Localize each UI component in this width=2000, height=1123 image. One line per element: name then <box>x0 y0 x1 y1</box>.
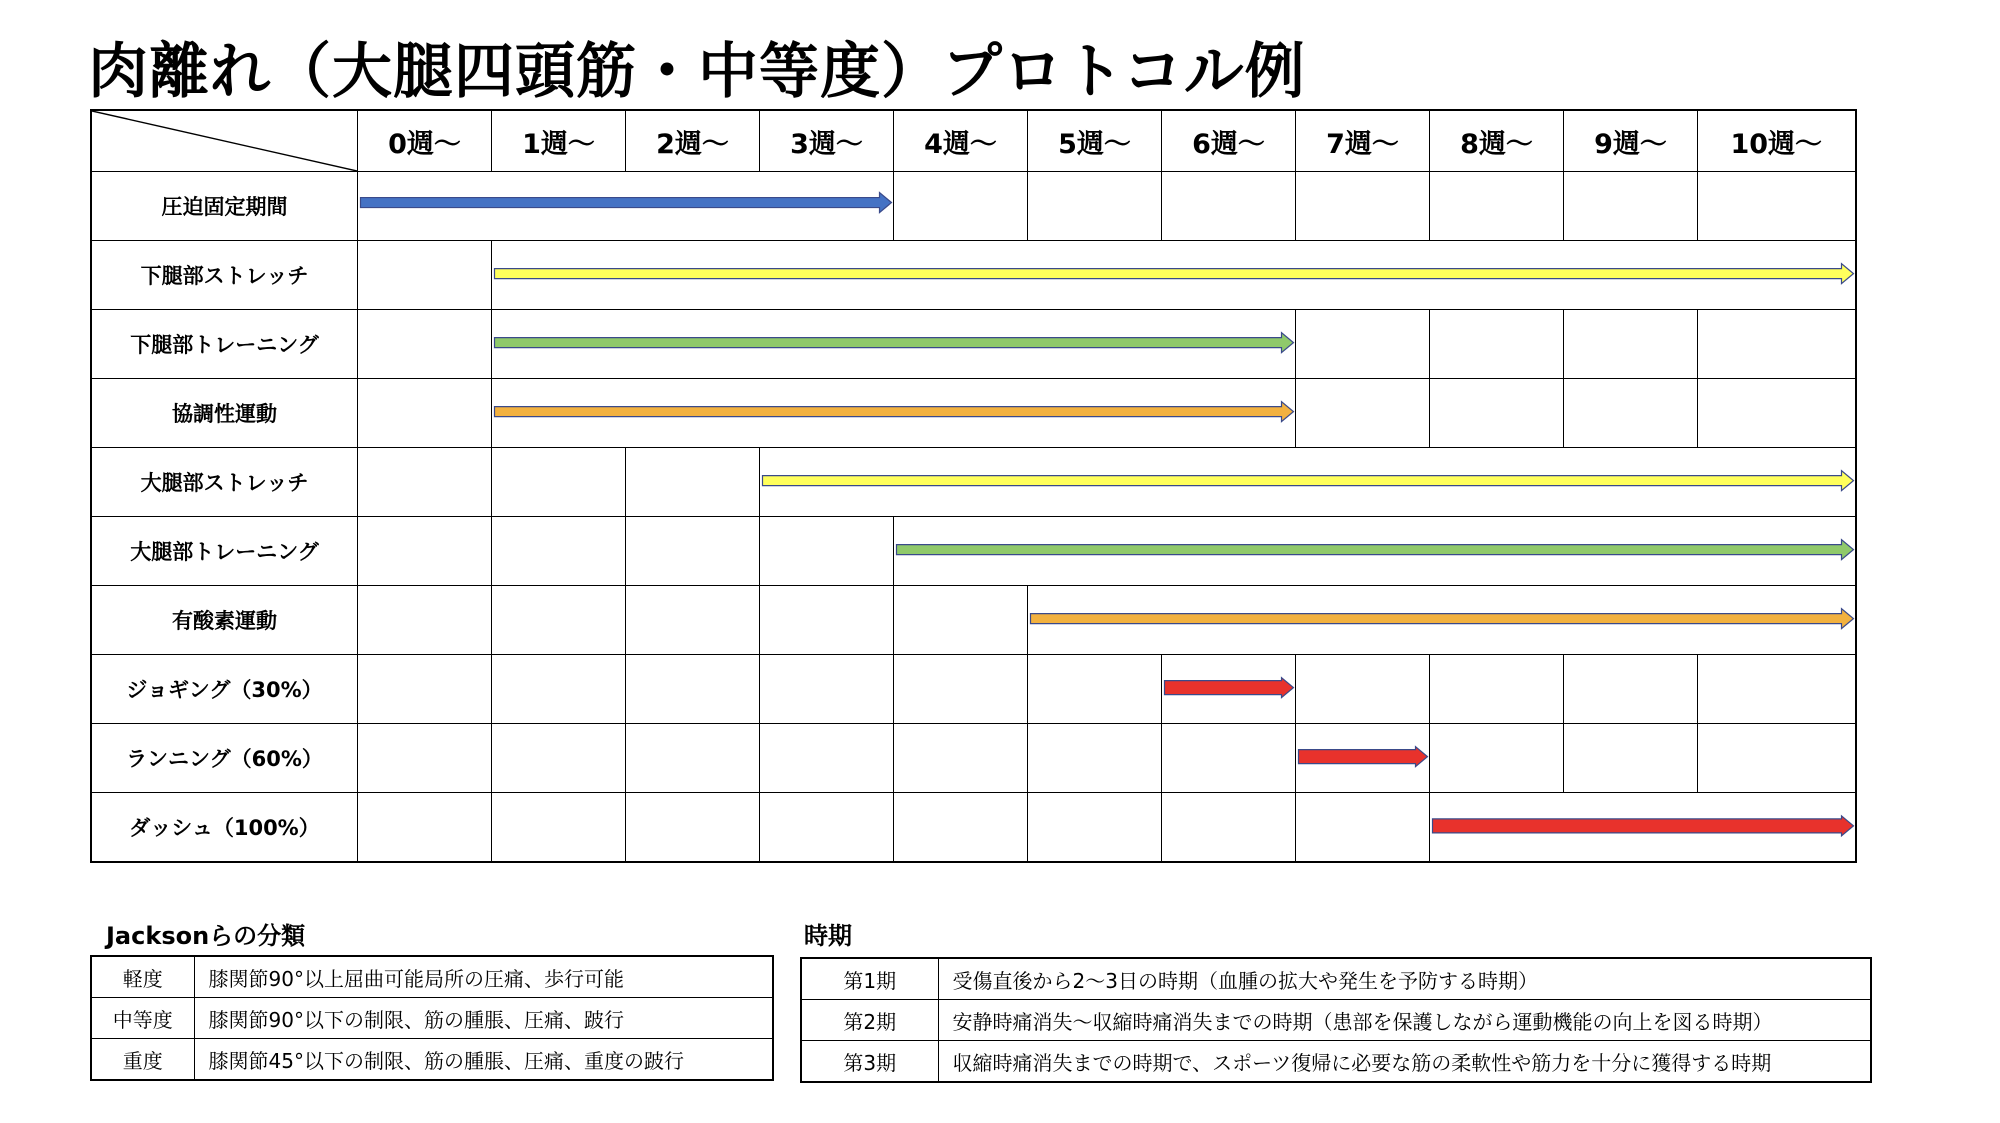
week-cell <box>1698 310 1856 379</box>
week-cell <box>358 655 492 724</box>
page-title: 肉離れ（大腿四頭筋・中等度）プロトコル例 <box>88 37 1306 107</box>
week-cell <box>1564 655 1698 724</box>
week-cell <box>626 793 760 863</box>
activity-row <box>91 586 1856 655</box>
week-cell <box>626 724 760 793</box>
grade-cell: 重度 <box>91 1039 194 1081</box>
week-cell <box>1564 310 1698 379</box>
week-cell <box>894 793 1028 863</box>
active-span-cell <box>1430 793 1856 863</box>
week-cell <box>358 310 492 379</box>
period-desc: 収縮時痛消失までの時期で、スポーツ復帰に必要な筋の柔軟性や筋力を十分に獲得する時期 <box>938 1041 1871 1083</box>
week-cell <box>894 586 1028 655</box>
week-cell <box>760 517 894 586</box>
week-cell <box>358 586 492 655</box>
week-cell <box>1162 724 1296 793</box>
week-cell <box>1564 724 1698 793</box>
active-span-cell <box>1296 724 1430 793</box>
week-cell <box>492 655 626 724</box>
jackson-row <box>91 956 773 998</box>
periods-title: 時期 <box>804 922 852 950</box>
week-cell <box>1028 793 1162 863</box>
activity-label: 有酸素運動 <box>91 586 358 655</box>
activity-row <box>91 724 1856 793</box>
week-header-row <box>91 110 1856 172</box>
active-span-cell <box>358 172 894 241</box>
period-desc: 安静時痛消失〜収縮時痛消失までの時期（患部を保護しながら運動機能の向上を図る時期） <box>938 1000 1871 1041</box>
period-row <box>801 958 1871 1000</box>
week-cell <box>492 724 626 793</box>
week-cell <box>626 586 760 655</box>
week-cell <box>1028 172 1162 241</box>
activity-row <box>91 310 1856 379</box>
week-cell <box>760 793 894 863</box>
week-cell <box>492 793 626 863</box>
jackson-row <box>91 998 773 1039</box>
activity-row <box>91 379 1856 448</box>
week-header: 5週〜 <box>1028 110 1162 172</box>
week-cell <box>894 655 1028 724</box>
week-header: 6週〜 <box>1162 110 1296 172</box>
week-header: 10週〜 <box>1698 110 1856 172</box>
week-cell <box>1430 655 1564 724</box>
activity-label: 下腿部トレーニング <box>91 310 358 379</box>
activity-label: 大腿部トレーニング <box>91 517 358 586</box>
grade-desc: 膝関節90°以下の制限、筋の腫脹、圧痛、跛行 <box>194 998 773 1039</box>
week-cell <box>358 724 492 793</box>
active-span-cell <box>760 448 1856 517</box>
period-desc: 受傷直後から2〜3日の時期（血腫の拡大や発生を予防する時期） <box>938 958 1871 1000</box>
week-cell <box>1564 379 1698 448</box>
active-span-cell <box>894 517 1856 586</box>
week-cell <box>894 724 1028 793</box>
week-cell <box>492 517 626 586</box>
week-cell <box>894 172 1028 241</box>
periods-table <box>800 957 1872 1083</box>
week-cell <box>1430 379 1564 448</box>
week-header: 0週〜 <box>358 110 492 172</box>
week-cell <box>492 448 626 517</box>
grade-desc: 膝関節90°以上屈曲可能局所の圧痛、歩行可能 <box>194 956 773 998</box>
week-cell <box>1564 172 1698 241</box>
week-cell <box>626 655 760 724</box>
gantt-table <box>90 109 1857 863</box>
week-cell <box>358 448 492 517</box>
week-cell <box>1028 724 1162 793</box>
week-header: 2週〜 <box>626 110 760 172</box>
week-header: 1週〜 <box>492 110 626 172</box>
week-header: 4週〜 <box>894 110 1028 172</box>
activity-row <box>91 793 1856 863</box>
week-cell <box>1698 172 1856 241</box>
week-cell <box>358 379 492 448</box>
activity-row <box>91 241 1856 310</box>
active-span-cell <box>492 310 1296 379</box>
week-cell <box>760 724 894 793</box>
week-cell <box>1162 172 1296 241</box>
activity-row <box>91 448 1856 517</box>
week-cell <box>1296 655 1430 724</box>
week-cell <box>760 586 894 655</box>
grade-desc: 膝関節45°以下の制限、筋の腫脹、圧痛、重度の跛行 <box>194 1039 773 1081</box>
jackson-row <box>91 1039 773 1081</box>
activity-row <box>91 655 1856 724</box>
period-cell: 第1期 <box>801 958 938 1000</box>
week-cell <box>1698 724 1856 793</box>
activity-label: 大腿部ストレッチ <box>91 448 358 517</box>
week-cell <box>1698 655 1856 724</box>
activity-label: 圧迫固定期間 <box>91 172 358 241</box>
activity-row <box>91 172 1856 241</box>
activity-label: ダッシュ（100%） <box>91 793 358 863</box>
week-cell <box>358 793 492 863</box>
week-cell <box>358 241 492 310</box>
week-cell <box>1698 379 1856 448</box>
week-cell <box>1296 172 1430 241</box>
active-span-cell <box>492 379 1296 448</box>
period-row <box>801 1000 1871 1041</box>
activity-label: 協調性運動 <box>91 379 358 448</box>
week-cell <box>1430 310 1564 379</box>
week-cell <box>1430 172 1564 241</box>
jackson-title: Jacksonらの分類 <box>106 922 306 950</box>
grade-cell: 中等度 <box>91 998 194 1039</box>
week-header: 9週〜 <box>1564 110 1698 172</box>
week-cell <box>626 517 760 586</box>
week-cell <box>1162 793 1296 863</box>
week-cell <box>358 517 492 586</box>
week-cell <box>1296 793 1430 863</box>
active-span-cell <box>1028 586 1856 655</box>
week-cell <box>1028 655 1162 724</box>
grade-cell: 軽度 <box>91 956 194 998</box>
activity-row <box>91 517 1856 586</box>
period-cell: 第2期 <box>801 1000 938 1041</box>
week-cell <box>492 586 626 655</box>
active-span-cell <box>1162 655 1296 724</box>
week-header: 3週〜 <box>760 110 894 172</box>
week-cell <box>1296 379 1430 448</box>
week-cell <box>1296 310 1430 379</box>
week-cell <box>626 448 760 517</box>
week-header: 8週〜 <box>1430 110 1564 172</box>
active-span-cell <box>492 241 1856 310</box>
activity-label: ジョギング（30%） <box>91 655 358 724</box>
period-row <box>801 1041 1871 1083</box>
jackson-table <box>90 955 774 1081</box>
corner-cell <box>91 110 358 172</box>
week-header: 7週〜 <box>1296 110 1430 172</box>
week-cell <box>760 655 894 724</box>
activity-label: ランニング（60%） <box>91 724 358 793</box>
period-cell: 第3期 <box>801 1041 938 1083</box>
activity-label: 下腿部ストレッチ <box>91 241 358 310</box>
week-cell <box>1430 724 1564 793</box>
